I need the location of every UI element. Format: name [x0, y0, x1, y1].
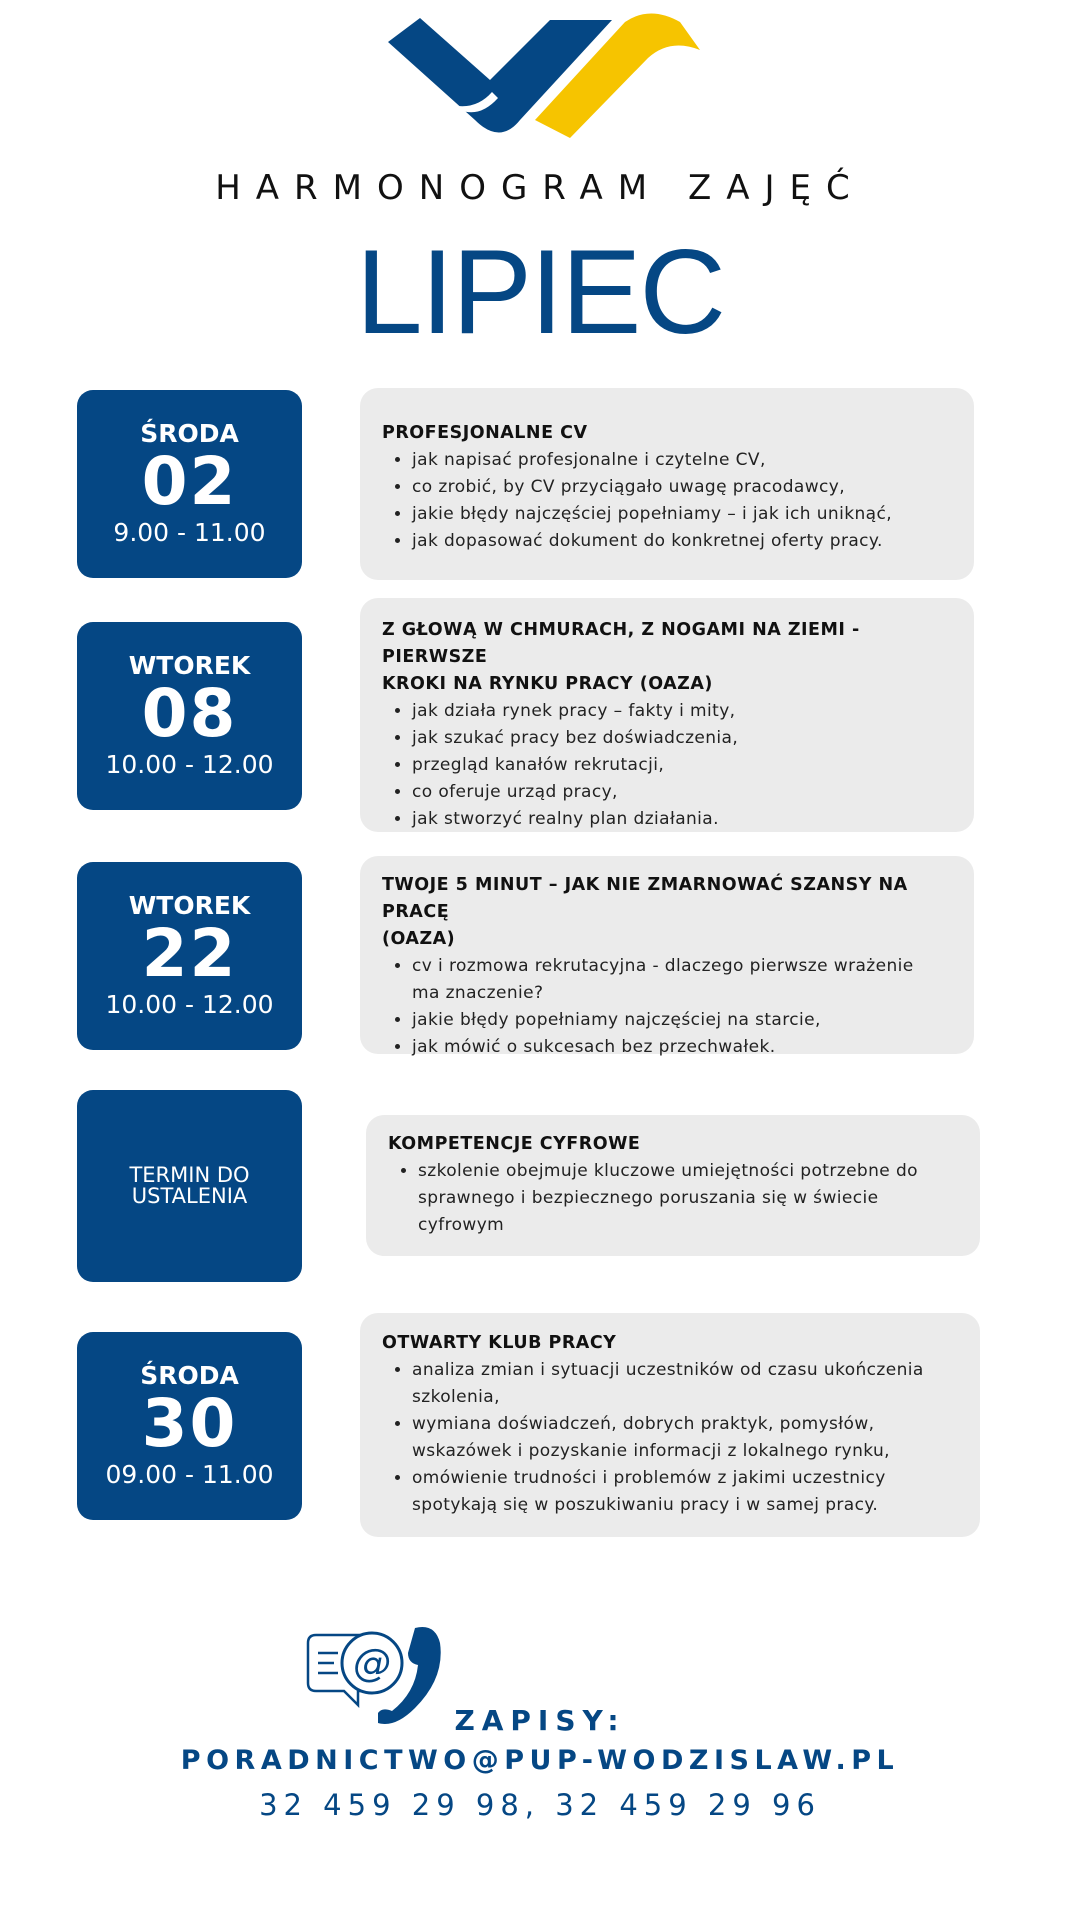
event-card [360, 598, 974, 832]
list-item-line: cv i rozmowa rekrutacyjna - dlaczego pierwsze wrażenie [412, 956, 914, 976]
page-subtitle: HARMONOGRAM ZAJĘĆ [215, 168, 865, 208]
event-date-box [77, 1090, 302, 1282]
month-title: LIPIEC [355, 225, 725, 359]
list-item-line: spotykają się w poszukiwaniu pracy i w samej pracy. [412, 1495, 879, 1515]
list-item-line: sprawnego i bezpiecznego poruszania się w świecie [418, 1188, 879, 1208]
event-title: PROFESJONALNE CV [382, 423, 588, 443]
event-date: 22 [141, 915, 238, 993]
event-time: 10.00 - 12.00 [105, 750, 274, 780]
organization-logo [380, 10, 700, 140]
event-title: OTWARTY KLUB PRACY [382, 1333, 617, 1353]
event-date-box [77, 1332, 302, 1520]
list-item: • jakie błędy popełniamy najczęściej na starcie, [412, 1007, 952, 1034]
list-item-line: szkolenia, [412, 1387, 500, 1407]
event-title-line: TWOJE 5 MINUT – JAK NIE ZMARNOWAĆ SZANSY NA PRACĘ [382, 875, 908, 922]
list-item-line: analiza zmian i sytuacji uczestników od czasu ukończenia [412, 1360, 924, 1380]
event-date-box [77, 390, 302, 578]
list-item: • jak szukać pracy bez doświadczenia, [412, 725, 952, 752]
event-day: WTOREK [128, 650, 251, 680]
list-item: • jak stworzyć realny plan działania. [412, 806, 952, 833]
event-topics [382, 698, 952, 833]
event-day: WTOREK [128, 890, 251, 920]
event-day: ŚRODA [140, 1360, 239, 1390]
event-day: ŚRODA [140, 418, 239, 448]
event-time: 10.00 - 12.00 [105, 990, 274, 1020]
event-time: 9.00 - 11.00 [113, 518, 266, 548]
event-date: 02 [141, 443, 238, 521]
list-item-line: cyfrowym [418, 1215, 505, 1235]
list-item [412, 1465, 958, 1519]
event-topics [388, 1158, 958, 1239]
list-item-line: wskazówek i pozyskanie informacji z lokalnego rynku, [412, 1441, 890, 1461]
event-topics [382, 953, 952, 1061]
contact-email[interactable]: PORADNICTWO@PUP-WODZISLAW.PL [180, 1745, 900, 1776]
list-item: • co zrobić, by CV przyciągało uwagę pracodawcy, [412, 474, 952, 501]
list-item [412, 953, 952, 1007]
event-title-line: Z GŁOWĄ W CHMURACH, Z NOGAMI NA ZIEMI - PIERWSZE [382, 620, 860, 667]
event-date-tbd: TERMIN DO [129, 1163, 250, 1187]
event-topics [382, 447, 952, 555]
list-item: • co oferuje urząd pracy, [412, 779, 952, 806]
event-date-box [77, 622, 302, 810]
svg-text:@: @ [353, 1641, 391, 1685]
list-item: • jak dopasować dokument do konkretnej oferty pracy. [412, 528, 952, 555]
list-item-line: wymiana doświadczeń, dobrych praktyk, pomysłów, [412, 1414, 875, 1434]
event-title-line: (OAZA) [382, 929, 456, 949]
event-card [366, 1115, 980, 1256]
event-topics [382, 1357, 958, 1519]
event-date: 08 [141, 675, 238, 753]
event-date-tbd: USTALENIA [131, 1184, 248, 1208]
list-item [412, 1411, 958, 1465]
contact-phones[interactable]: 32 459 29 98, 32 459 29 96 [259, 1788, 821, 1822]
list-item [412, 1357, 958, 1411]
event-time: 09.00 - 11.00 [105, 1460, 274, 1490]
list-item-line: ma znaczenie? [412, 983, 544, 1003]
event-card [360, 388, 974, 580]
event-date-box [77, 862, 302, 1050]
event-title: KOMPETENCJE CYFROWE [388, 1134, 641, 1154]
list-item: • jak mówić o sukcesach bez przechwałek. [412, 1034, 952, 1061]
list-item: • przegląd kanałów rekrutacji, [412, 752, 952, 779]
event-title-line: KROKI NA RYNKU PRACY (OAZA) [382, 674, 713, 694]
event-card [360, 856, 974, 1057]
list-item: • jak działa rynek pracy – fakty i mity, [412, 698, 952, 725]
list-item: • jak napisać profesjonalne i czytelne CV, [412, 447, 952, 474]
list-item: • jakie błędy najczęściej popełniamy – i jak ich uniknąć, [412, 501, 952, 528]
event-card [360, 1313, 980, 1537]
list-item-line: szkolenie obejmuje kluczowe umiejętności potrzebne do [418, 1161, 918, 1181]
event-date: 30 [141, 1385, 238, 1463]
list-item [418, 1158, 958, 1239]
list-item-line: omówienie trudności i problemów z jakimi uczestnicy [412, 1468, 886, 1488]
registration-label: ZAPISY: [454, 1704, 626, 1737]
